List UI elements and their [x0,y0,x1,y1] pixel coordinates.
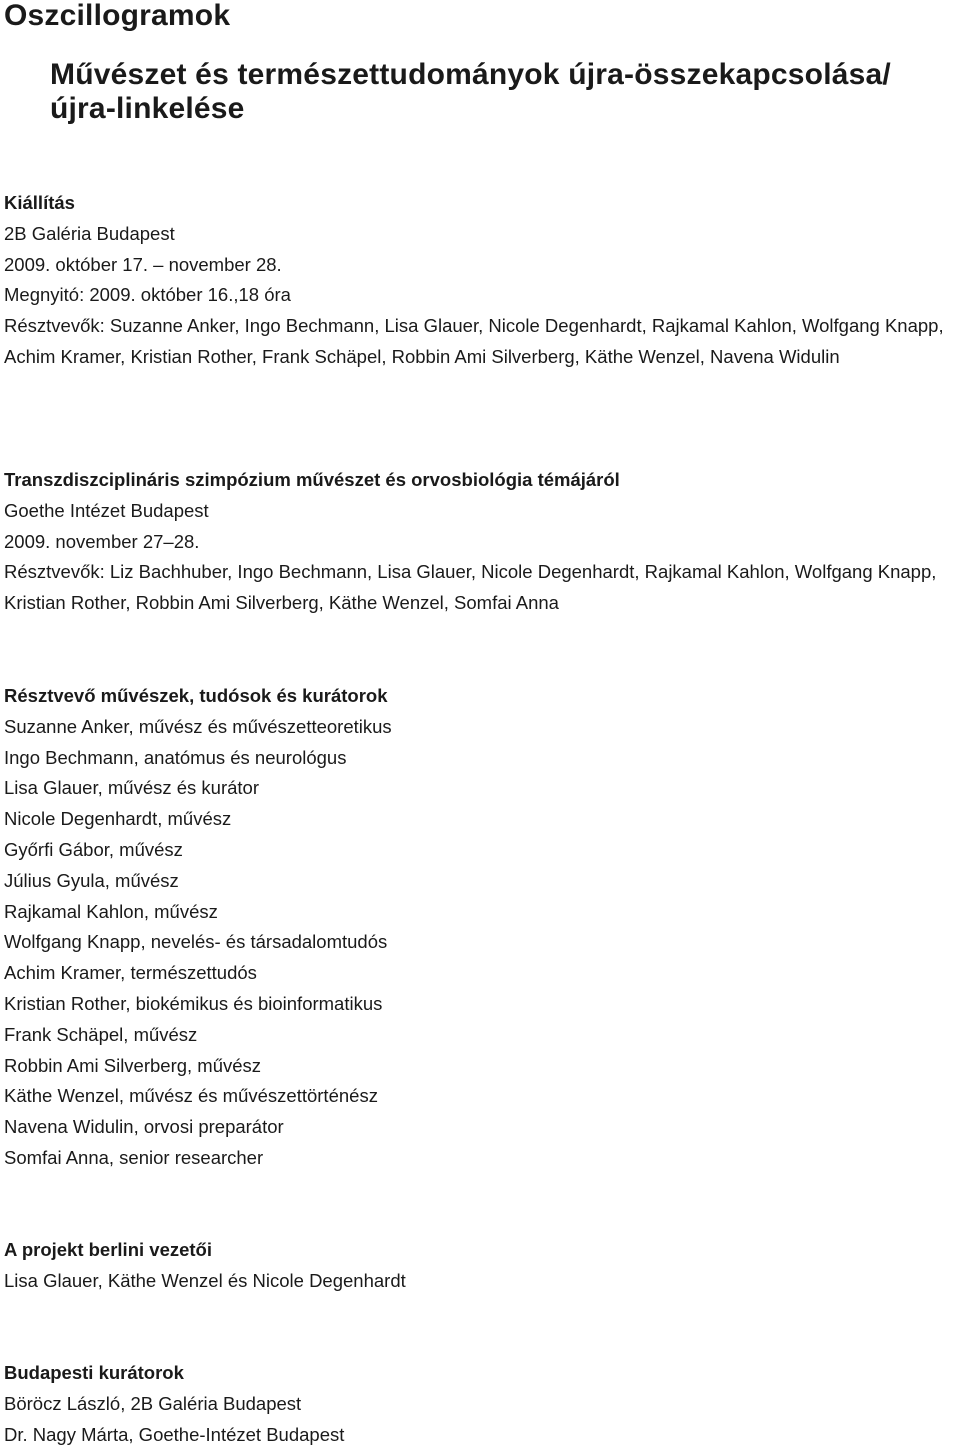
document-title: Oszcillogramok [4,0,231,32]
berlin-leaders-section [4,1235,956,1297]
curator-item: Dr. Nagy Márta, Goethe-Intézet Budapest [4,1423,345,1445]
budapest-curators-heading: Budapesti kurátorok [4,1362,184,1383]
exhibition-dates: 2009. október 17. – november 28. [4,253,282,275]
exhibition-heading: Kiállítás [4,192,75,213]
person-item: Wolfgang Knapp, nevelés- és társadalomtudós [4,931,388,953]
person-item: Somfai Anna, senior researcher [4,1146,264,1168]
exhibition-venue: 2B Galéria Budapest [4,222,175,244]
exhibition-participants: Résztvevők: Suzanne Anker, Ingo Bechmann, Lisa Glauer, Nicole Degenhardt, Rajkamal Kahlon, Wolfgang Knapp, Achim Kramer, Kristian Rother, Frank Schäpel, Robbin Ami Silverberg, Käthe Wenzel, Navena Widulin [4,315,944,367]
berlin-leaders-names: Lisa Glauer, Käthe Wenzel és Nicole Degenhardt [4,1269,406,1291]
person-item: Győrfi Gábor, művész [4,838,183,860]
symposium-venue: Goethe Intézet Budapest [4,499,209,521]
document-subtitle: Művészet és természettudományok újra-összekapcsolása/ újra-linkelése [50,58,891,125]
person-item: Nicole Degenhardt, művész [4,808,232,830]
person-item: Július Gyula, művész [4,869,179,891]
exhibition-opening: Megnyitó: 2009. október 16.,18 óra [4,284,291,306]
exhibition-section [4,188,956,373]
people-heading: Résztvevő művészek, tudósok és kurátorok [4,685,388,706]
symposium-participants: Résztvevők: Liz Bachhuber, Ingo Bechmann, Lisa Glauer, Nicole Degenhardt, Rajkamal Kahlon, Wolfgang Knapp, Kristian Rother, Robbin Ami Silverberg, Käthe Wenzel, Somfai Anna [4,561,937,614]
symposium-heading: Transzdiszciplináris szimpózium művészet és orvosbiológia témájáról [4,469,620,490]
person-item: Kristian Rother, biokémikus és bioinformatikus [4,992,383,1014]
symposium-section [4,465,956,619]
person-item: Käthe Wenzel, művész és művészettörténész [4,1085,378,1107]
person-item: Achim Kramer, természettudós [4,962,257,984]
person-item: Rajkamal Kahlon, művész [4,900,218,922]
berlin-leaders-heading: A projekt berlini vezetői [4,1239,212,1260]
person-item: Frank Schäpel, művész [4,1023,198,1045]
people-section [4,681,956,1174]
person-item: Suzanne Anker, művész és művészetteoretikus [4,715,392,737]
budapest-curators-section [4,1358,956,1450]
symposium-dates: 2009. november 27–28. [4,530,200,552]
person-item: Navena Widulin, orvosi preparátor [4,1116,284,1138]
person-item: Ingo Bechmann, anatómus és neurológus [4,746,347,768]
curator-item: Böröcz László, 2B Galéria Budapest [4,1392,302,1414]
person-item: Robbin Ami Silverberg, művész [4,1054,262,1076]
person-item: Lisa Glauer, művész és kurátor [4,777,259,799]
